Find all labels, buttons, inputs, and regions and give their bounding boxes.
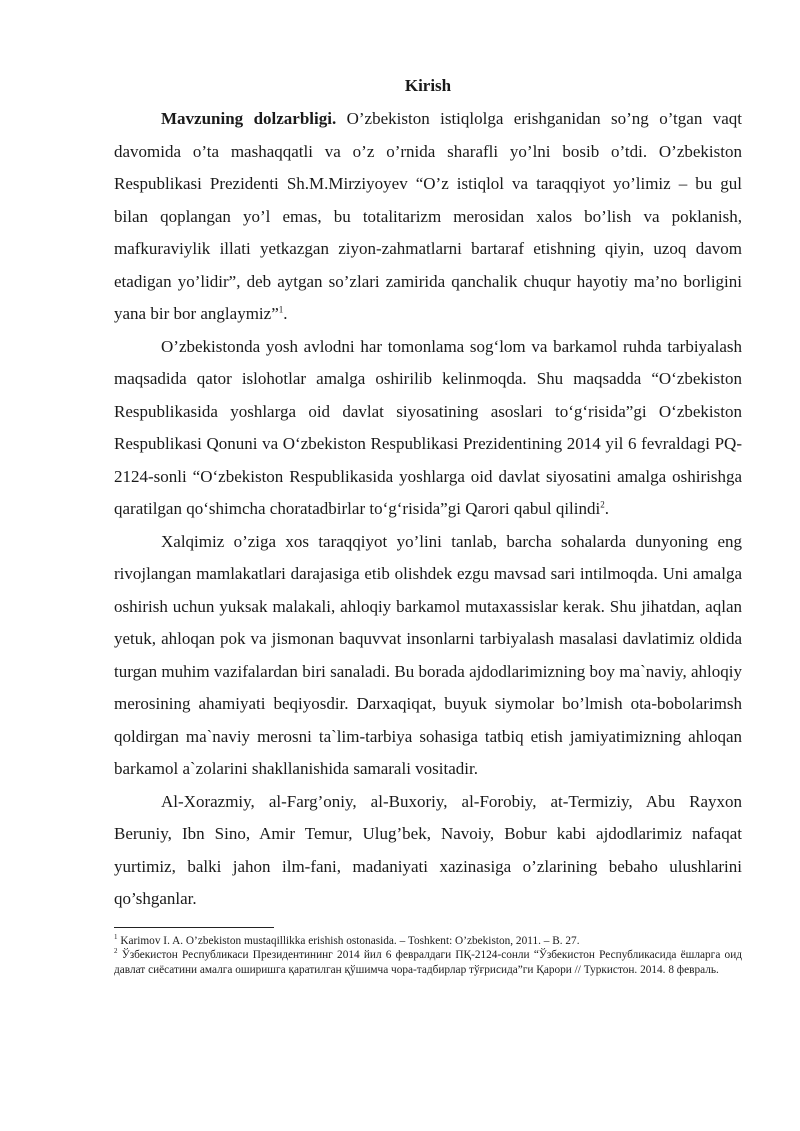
footnote-ref-2[interactable]: 2 — [600, 499, 605, 510]
paragraph-reforms — [114, 331, 742, 526]
paragraph-lead: Mavzuning dolzarbligi. — [161, 109, 337, 128]
footnote-1 — [114, 934, 742, 949]
document-page — [114, 72, 742, 977]
paragraph-text: O’zbekiston istiqlolga erishganidan so’ng o’tgan vaqt davomida o’ta mashaqqatli va o’z o’rnida sharafli yo’lni bosib o’tdi. O’zbekiston Respublikasi Prezidenti Sh.M.Mirziyoyev “O’z istiqlol va taraqqiyot yo’limiz – bu gul bilan qoplangan yo’l emas, bu totalitarizm merosidan xalos bo’lish va poklanish, mafkuraviylik illati yetkazgan ziyon-zahmatlarni bartaraf etishning qiyin, uzoq davom etadigan yo’lidir”, deb aytgan so’zlari zamirida qanchalik chuqur hayotiy ma’no borligini yana bir bor anglaymiz” — [114, 109, 742, 323]
paragraph-text: Xalqimiz o’ziga xos taraqqiyot yo’lini tanlab, barcha sohalarda dunyoning eng rivojlangan mamlakatlari darajasiga etib olishdek ezgu mavsad sari intilmoqda. Uni amalga oshirish uchun yuksak malakali, ahloqiy barkamol mutaxassislar kerak. Shu jihatdan, aqlan yetuk, ahloqan pok va jismonan baquvvat insonlarni tarbiyalash masalasi davlatimiz oldida turgan muhim vazifalardan biri sanaladi. Bu borada ajdodlarimizning boy ma`naviy, ahloqiy merosining ahamiyati beqiyosdir. Darxaqiqat, buyuk siymolar bo’lmish ota-bobolarimsh qoldirgan ma`naviy merosni ta`lim-tarbiya sohasiga tatbiq etish jamiyatimizning ahloqan barkamol a`zolarini shakllanishida samarali vositadir. — [114, 531, 742, 778]
paragraph-development — [114, 526, 742, 786]
paragraph-tail: . — [604, 499, 609, 518]
paragraph-tail: . — [283, 304, 288, 323]
paragraph-text: O’zbekistonda yosh avlodni har tomonlama sog‘lom va barkamol ruhda tarbiyalash maqsadida qator islohotlar amalga oshirilib kelinmoqda. Shu maqsadda “O‘zbekiston Respublikasida yoshlarga oid davlat siyosatining asoslari to‘g‘risida”gi O‘zbekiston Respublikasi Qonuni va O‘zbekiston Respublikasi Prezidentining 2014 yil 6 fevraldagi PQ-2124-sonli “O‘zbekiston Respublikasida yoshlarga oid davlat siyosatini amalga oshirishga qaratilgan qo‘shimcha choratadbirlar to‘g‘risida”gi Qarori qabul qilindi — [114, 336, 742, 518]
paragraph-relevance — [114, 103, 742, 331]
paragraph-scholars — [114, 786, 742, 916]
footnote-text: Karimov I. A. O’zbekiston mustaqillikka erishish ostonasida. – Toshkent: O’zbekiston, 2011. – B. 27. — [117, 934, 580, 947]
footnote-ref-1[interactable]: 1 — [278, 304, 284, 315]
paragraph-text: Al-Xorazmiy, al-Farg’oniy, al-Buxoriy, al-Forobiy, at-Termiziy, Abu Rayxon Beruniy, Ibn Sino, Amir Temur, Ulug’bek, Navoiy, Bobur kabi ajdodlarimiz nafaqat yurtimiz, balki jahon ilm-fani, madaniyati xazinasiga o’zlarining bebaho ulushlarini qo’shganlar. — [114, 791, 742, 908]
footnote-text: Ўзбекистон Республикаси Президентининг 2014 йил 6 февралдаги ПҚ-2124-сонли “Ўзбекистон Республикасида ёшларга оид давлат сиёсатини амалга оширишга қаратилган қўшимча чора-тадбирлар тўғрисида”ги Қарори // Туркистон. 2014. 8 февраль. — [114, 949, 742, 976]
footnote-number: 2 — [114, 947, 118, 956]
footnote-separator — [114, 927, 274, 928]
footnote-2 — [114, 948, 742, 977]
footnote-number: 1 — [114, 932, 118, 941]
section-heading: Kirish — [404, 76, 452, 95]
